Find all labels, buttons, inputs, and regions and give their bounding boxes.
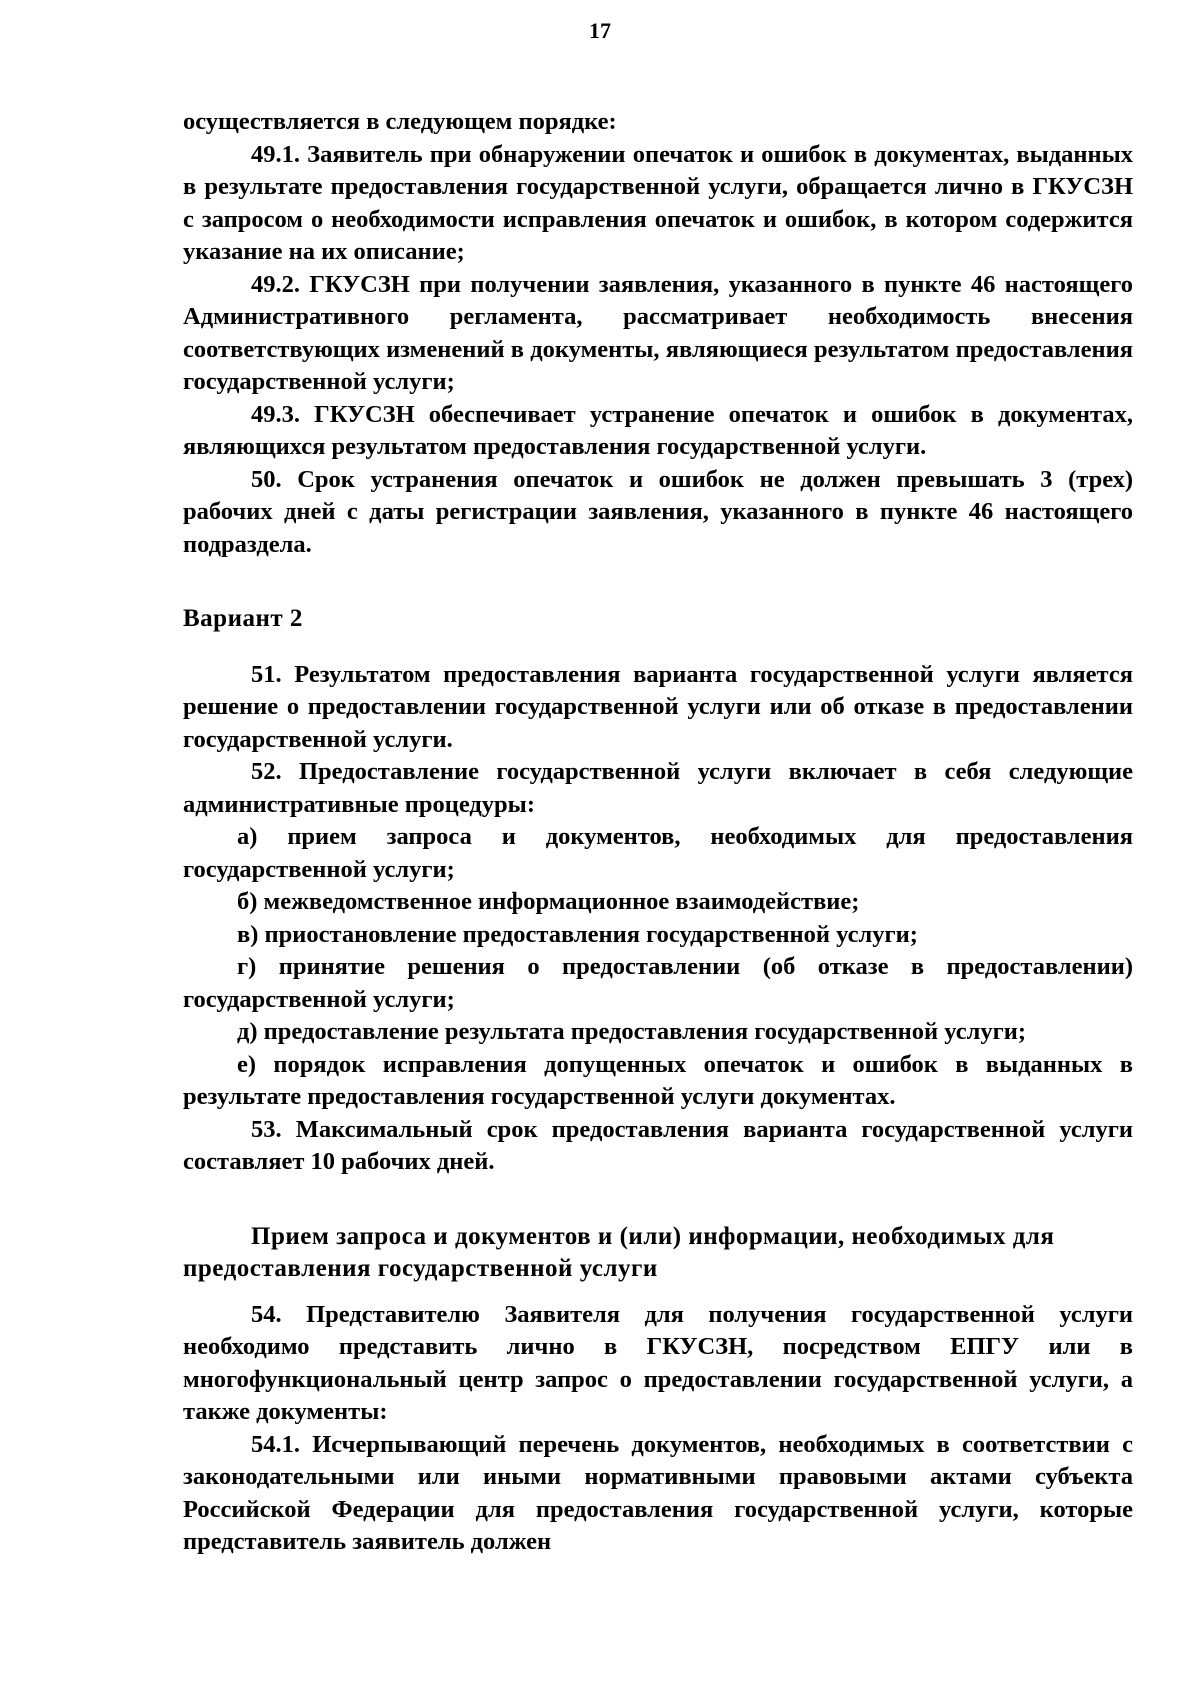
paragraph-49-3: 49.3. ГКУСЗН обеспечивает устранение опечаток и ошибок в документах, являющихся результатом предоставления государственной услуги.: [183, 400, 1133, 460]
paragraph-52: 52. Предоставление государственной услуги включает в себя следующие административные процедуры:: [183, 758, 1133, 818]
paragraph-51: 51. Результатом предоставления варианта государственной услуги является решение о предоставлении государственной услуги или об отказе в предоставлении государственной услуги.: [183, 660, 1133, 753]
list-item-g: г) принятие решения о предоставлении (об отказе в предоставлении) государственной услуги;: [183, 953, 1133, 1013]
paragraph-50: 50. Срок устранения опечаток и ошибок не должен превышать 3 (трех) рабочих дней с даты регистрации заявления, указанного в пункте 46 настоящего подраздела.: [183, 465, 1133, 558]
document-body: [183, 106, 1133, 1559]
paragraph-54-1: 54.1. Исчерпывающий перечень документов, необходимых в соответствии с законодательными или иными нормативными правовыми актами субъекта Российской Федерации для предоставления государственной услуги, которые представитель заявитель должен: [183, 1430, 1133, 1555]
paragraph-53: 53. Максимальный срок предоставления варианта государственной услуги составляет 10 рабочих дней.: [183, 1115, 1133, 1175]
paragraph-49-1: 49.1. Заявитель при обнаружении опечаток и ошибок в документах, выданных в результате предоставления государственной услуги, обращается лично в ГКУСЗН с запросом о необходимости исправления опечаток и ошибок, в котором содержится указание на их описание;: [183, 140, 1133, 265]
section-heading-request-intake: Прием запроса и документов и (или) информации, необходимых для предоставления государственной услуги: [183, 1222, 1055, 1282]
page-number: 17: [589, 18, 611, 43]
list-item-b: б) межведомственное информационное взаимодействие;: [237, 888, 860, 915]
list-item-v: в) приостановление предоставления государственной услуги;: [237, 920, 918, 948]
paragraph-54: 54. Представителю Заявителя для получения государственной услуги необходимо представить лично в ГКУСЗН, посредством ЕПГУ или в многофункциональный центр запрос о предоставлении государственной услуги, а также документы:: [183, 1300, 1133, 1425]
section-heading-variant-2: Вариант 2: [183, 605, 303, 632]
paragraph-continuation: осуществляется в следующем порядке:: [183, 108, 617, 135]
list-item-d: д) предоставление результата предоставления государственной услуги;: [237, 1018, 1027, 1045]
list-item-a: а) прием запроса и документов, необходимых для предоставления государственной услуги;: [183, 823, 1133, 883]
list-item-e: е) порядок исправления допущенных опечаток и ошибок в выданных в результате предоставления государственной услуги документах.: [183, 1050, 1133, 1110]
paragraph-49-2: 49.2. ГКУСЗН при получении заявления, указанного в пункте 46 настоящего Административного регламента, рассматривает необходимость внесения соответствующих изменений в документы, являющиеся результатом предоставления государственной услуги;: [183, 270, 1133, 395]
